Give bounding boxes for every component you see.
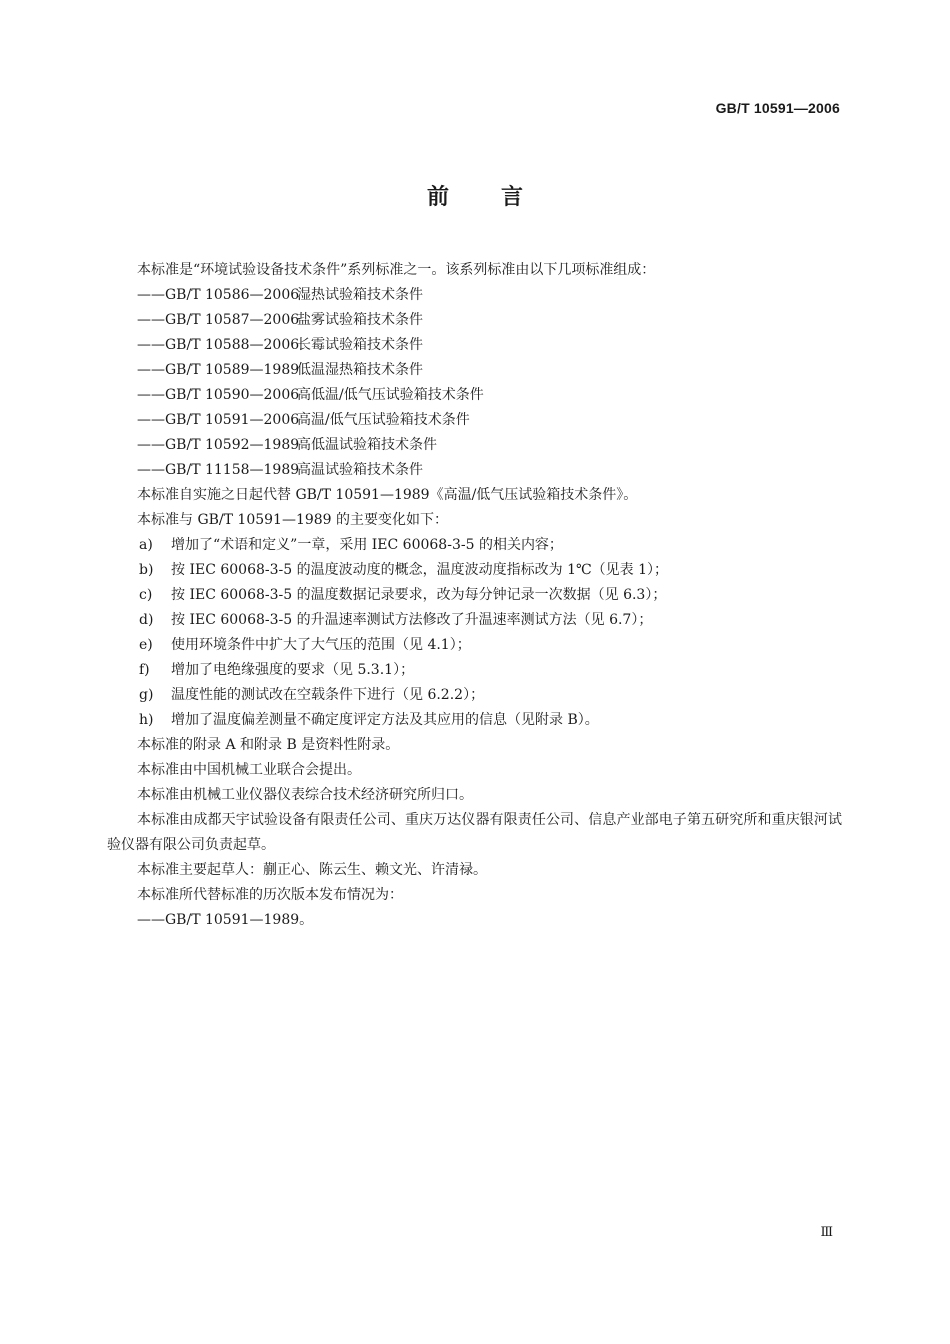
standard-item [107,383,842,408]
standard-name: 高低温/低气压试验箱技术条件 [297,387,484,403]
standard-code: ——GB/T 11158—1989 [137,462,300,478]
change-text: 增加了温度偏差测量不确定度评定方法及其应用的信息（见附录 B）。 [171,712,599,728]
standard-item [107,283,842,308]
change-item [107,583,842,608]
change-item [107,608,842,633]
change-marker: e) [139,637,153,653]
change-text: 按 IEC 60068-3-5 的温度数据记录要求，改为每分钟记录一次数据（见 6.3）； [171,587,667,603]
proposed-paragraph: 本标准由中国机械工业联合会提出。 [137,762,361,778]
change-marker: d) [139,612,154,628]
change-item [107,683,842,708]
centralized-paragraph: 本标准由机械工业仪器仪表综合技术经济研究所归口。 [137,787,473,803]
standard-name: 高温试验箱技术条件 [297,462,423,478]
standard-item [107,308,842,333]
change-marker: c) [139,587,153,603]
standard-name: 高低温试验箱技术条件 [297,437,437,453]
drafting-units-paragraph: 本标准由成都天宇试验设备有限责任公司、重庆万达仪器有限责任公司、信息产业部电子第五研究所和重庆银河试验仪器有限公司负责起草。 [107,812,842,853]
standard-code: ——GB/T 10590—2006 [137,387,300,403]
standard-code-header: GB/T 10591—2006 [715,100,840,116]
history-item: ——GB/T 10591—1989。 [137,912,314,928]
change-marker: a) [139,537,153,553]
replace-paragraph: 本标准自实施之日起代替 GB/T 10591—1989《高温/低气压试验箱技术条件》。 [137,487,638,503]
standard-name: 低温湿热箱技术条件 [297,362,423,378]
change-marker: g) [139,687,154,703]
standard-code: ——GB/T 10591—2006 [137,412,300,428]
change-text: 按 IEC 60068-3-5 的升温速率测试方法修改了升温速率测试方法（见 6.7）； [171,612,653,628]
standard-item [107,408,842,433]
change-marker: b) [139,562,154,578]
standard-code: ——GB/T 10586—2006 [137,287,300,303]
change-item [107,633,842,658]
standard-name: 湿热试验箱技术条件 [297,287,423,303]
history-intro-paragraph: 本标准所代替标准的历次版本发布情况为： [137,887,403,903]
changes-list [107,533,842,733]
change-item [107,708,842,733]
standard-item [107,358,842,383]
changes-intro-paragraph: 本标准与 GB/T 10591—1989 的主要变化如下： [137,512,449,528]
change-text: 增加了“术语和定义”一章，采用 IEC 60068-3-5 的相关内容； [171,537,563,553]
change-text: 使用环境条件中扩大了大气压的范围（见 4.1）； [171,637,471,653]
drafters-paragraph: 本标准主要起草人：蒯正心、陈云生、赖文光、许清禄。 [137,862,487,878]
page-title: 前言 [426,185,575,210]
change-item [107,558,842,583]
standard-name: 高温/低气压试验箱技术条件 [297,412,470,428]
change-marker: h) [139,712,154,728]
change-marker: f) [139,662,150,678]
change-text: 温度性能的测试改在空载条件下进行（见 6.2.2）； [171,687,485,703]
standard-code: ——GB/T 10588—2006 [137,337,300,353]
standard-item [107,333,842,358]
standard-code: ——GB/T 10589—1989 [137,362,300,378]
standard-item [107,433,842,458]
change-text: 增加了电绝缘强度的要求（见 5.3.1）； [171,662,415,678]
standard-item [107,458,842,483]
change-item [107,658,842,683]
standard-code: ——GB/T 10592—1989 [137,437,300,453]
standards-list [107,283,842,483]
standard-name: 盐雾试验箱技术条件 [297,312,423,328]
appendix-paragraph: 本标准的附录 A 和附录 B 是资料性附录。 [137,737,400,753]
standard-code: ——GB/T 10587—2006 [137,312,300,328]
change-item [107,533,842,558]
foreword-body [107,258,842,933]
change-text: 按 IEC 60068-3-5 的温度波动度的概念，温度波动度指标改为 1℃（见表 1）； [171,562,668,578]
standard-name: 长霉试验箱技术条件 [297,337,423,353]
page-number: Ⅲ [820,1225,833,1240]
intro-paragraph: 本标准是“环境试验设备技术条件”系列标准之一。该系列标准由以下几项标准组成： [137,262,656,278]
